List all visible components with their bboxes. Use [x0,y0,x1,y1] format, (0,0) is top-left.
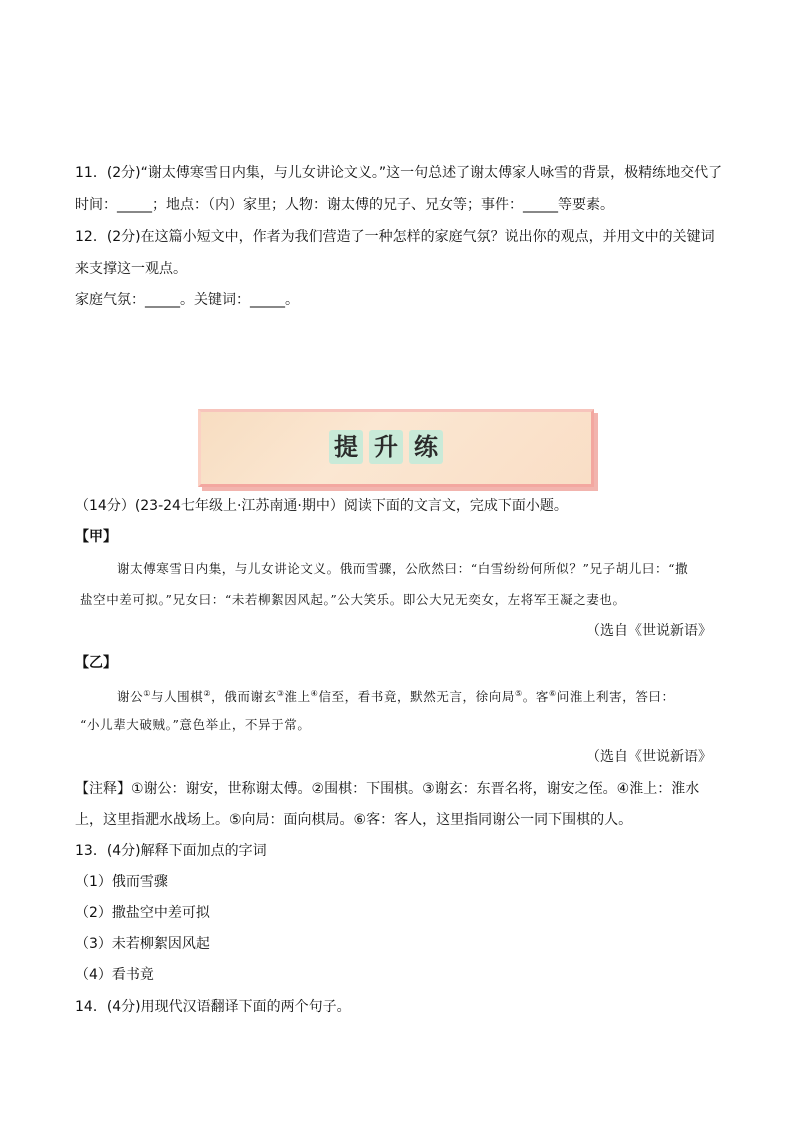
passage-yi-source: （选自《世说新语》 [586,749,712,765]
passage-jia-line-1: 谢太傅寒雪日内集，与儿女讲论文义。俄而雪骤，公欣然曰：“白雪纷纷何所似？”兄子胡儿曰：“撒 [117,561,689,576]
passage-jia-source: （选自《世说新语》 [586,623,712,639]
section-banner-title [329,430,443,464]
passage-intro: （14分）(23-24七年级上·江苏南通·期中）阅读下面的文言文，完成下面小题。 [75,498,568,514]
passage-yi-text: 与人围棋 [150,689,204,705]
q12-line-1: 12．(2分)在这篇小短文中，作者为我们营造了一种怎样的家庭气氛？说出你的观点，并用文中的关键词 [75,229,715,245]
passage-yi-text: ，俄而谢玄 [211,689,277,705]
q13-item-1: （1）俄而雪骤 [75,874,168,890]
q13-item-2: （2）撒盐空中差可拟 [75,905,210,921]
banner-char: 升 [369,430,403,464]
section-banner [198,409,594,487]
passage-yi-text: 谢公 [117,689,144,705]
notes-line-2: 上，这里指淝水战场上。⑤向局：面向棋局。⑥客：客人，这里指同谢公一同下围棋的人。 [75,812,633,828]
note-marker: ④ [310,689,319,698]
note-marker: ① [143,689,151,698]
q13-item-3: （3）未若柳絮因风起 [75,936,210,952]
passage-jia-line-2: 盐空中差可拟。”兄女曰：“未若柳絮因风起。”公大笑乐。即公大兄无奕女，左将军王凝之妻也。 [80,592,626,607]
q13-stem: 13．(4分)解释下面加点的字词 [75,843,267,859]
passage-jia-label: 【甲】 [75,529,117,545]
q11-line-2: 时间：_____；地点：（内）家里；人物：谢太傅的兄子、兄女等；事件：_____等要素。 [75,197,614,213]
banner-char: 提 [329,430,363,464]
passage-yi-text: 。客 [522,689,549,705]
note-marker: ③ [276,689,285,698]
passage-yi-line-2: “小儿辈大破贼。”意色举止，不异于常。 [80,717,311,732]
q12-line-2: 来支撑这一观点。 [75,261,187,277]
q12-answer-line: 家庭气氛：_____。关键词：_____。 [75,292,299,308]
q11-line-1: 11．(2分)“谢太傅寒雪日内集，与儿女讲论文义。”这一句总述了谢太傅家人咏雪的背景，极精练地交代了 [75,165,723,181]
banner-char: 练 [409,430,443,464]
passage-yi-line-1 [117,684,732,707]
passage-yi-label: 【乙】 [75,655,117,671]
note-marker: ⑤ [514,689,523,698]
passage-yi-text: 信至，看书竟，默然无言，徐向局 [318,689,515,705]
passage-yi-text: 问淮上利害，答曰： [556,689,675,705]
q13-item-4: （4）看书竟 [75,967,154,983]
passage-yi-text: 淮上 [284,689,311,705]
note-marker: ⑥ [548,689,557,698]
q14-stem: 14．(4分)用现代汉语翻译下面的两个句子。 [75,999,351,1015]
notes-line-1: 【注释】①谢公：谢安，世称谢太傅。②围棋：下围棋。③谢玄：东晋名将，谢安之侄。④淮上：淮水 [75,781,700,797]
note-marker: ② [203,689,212,698]
